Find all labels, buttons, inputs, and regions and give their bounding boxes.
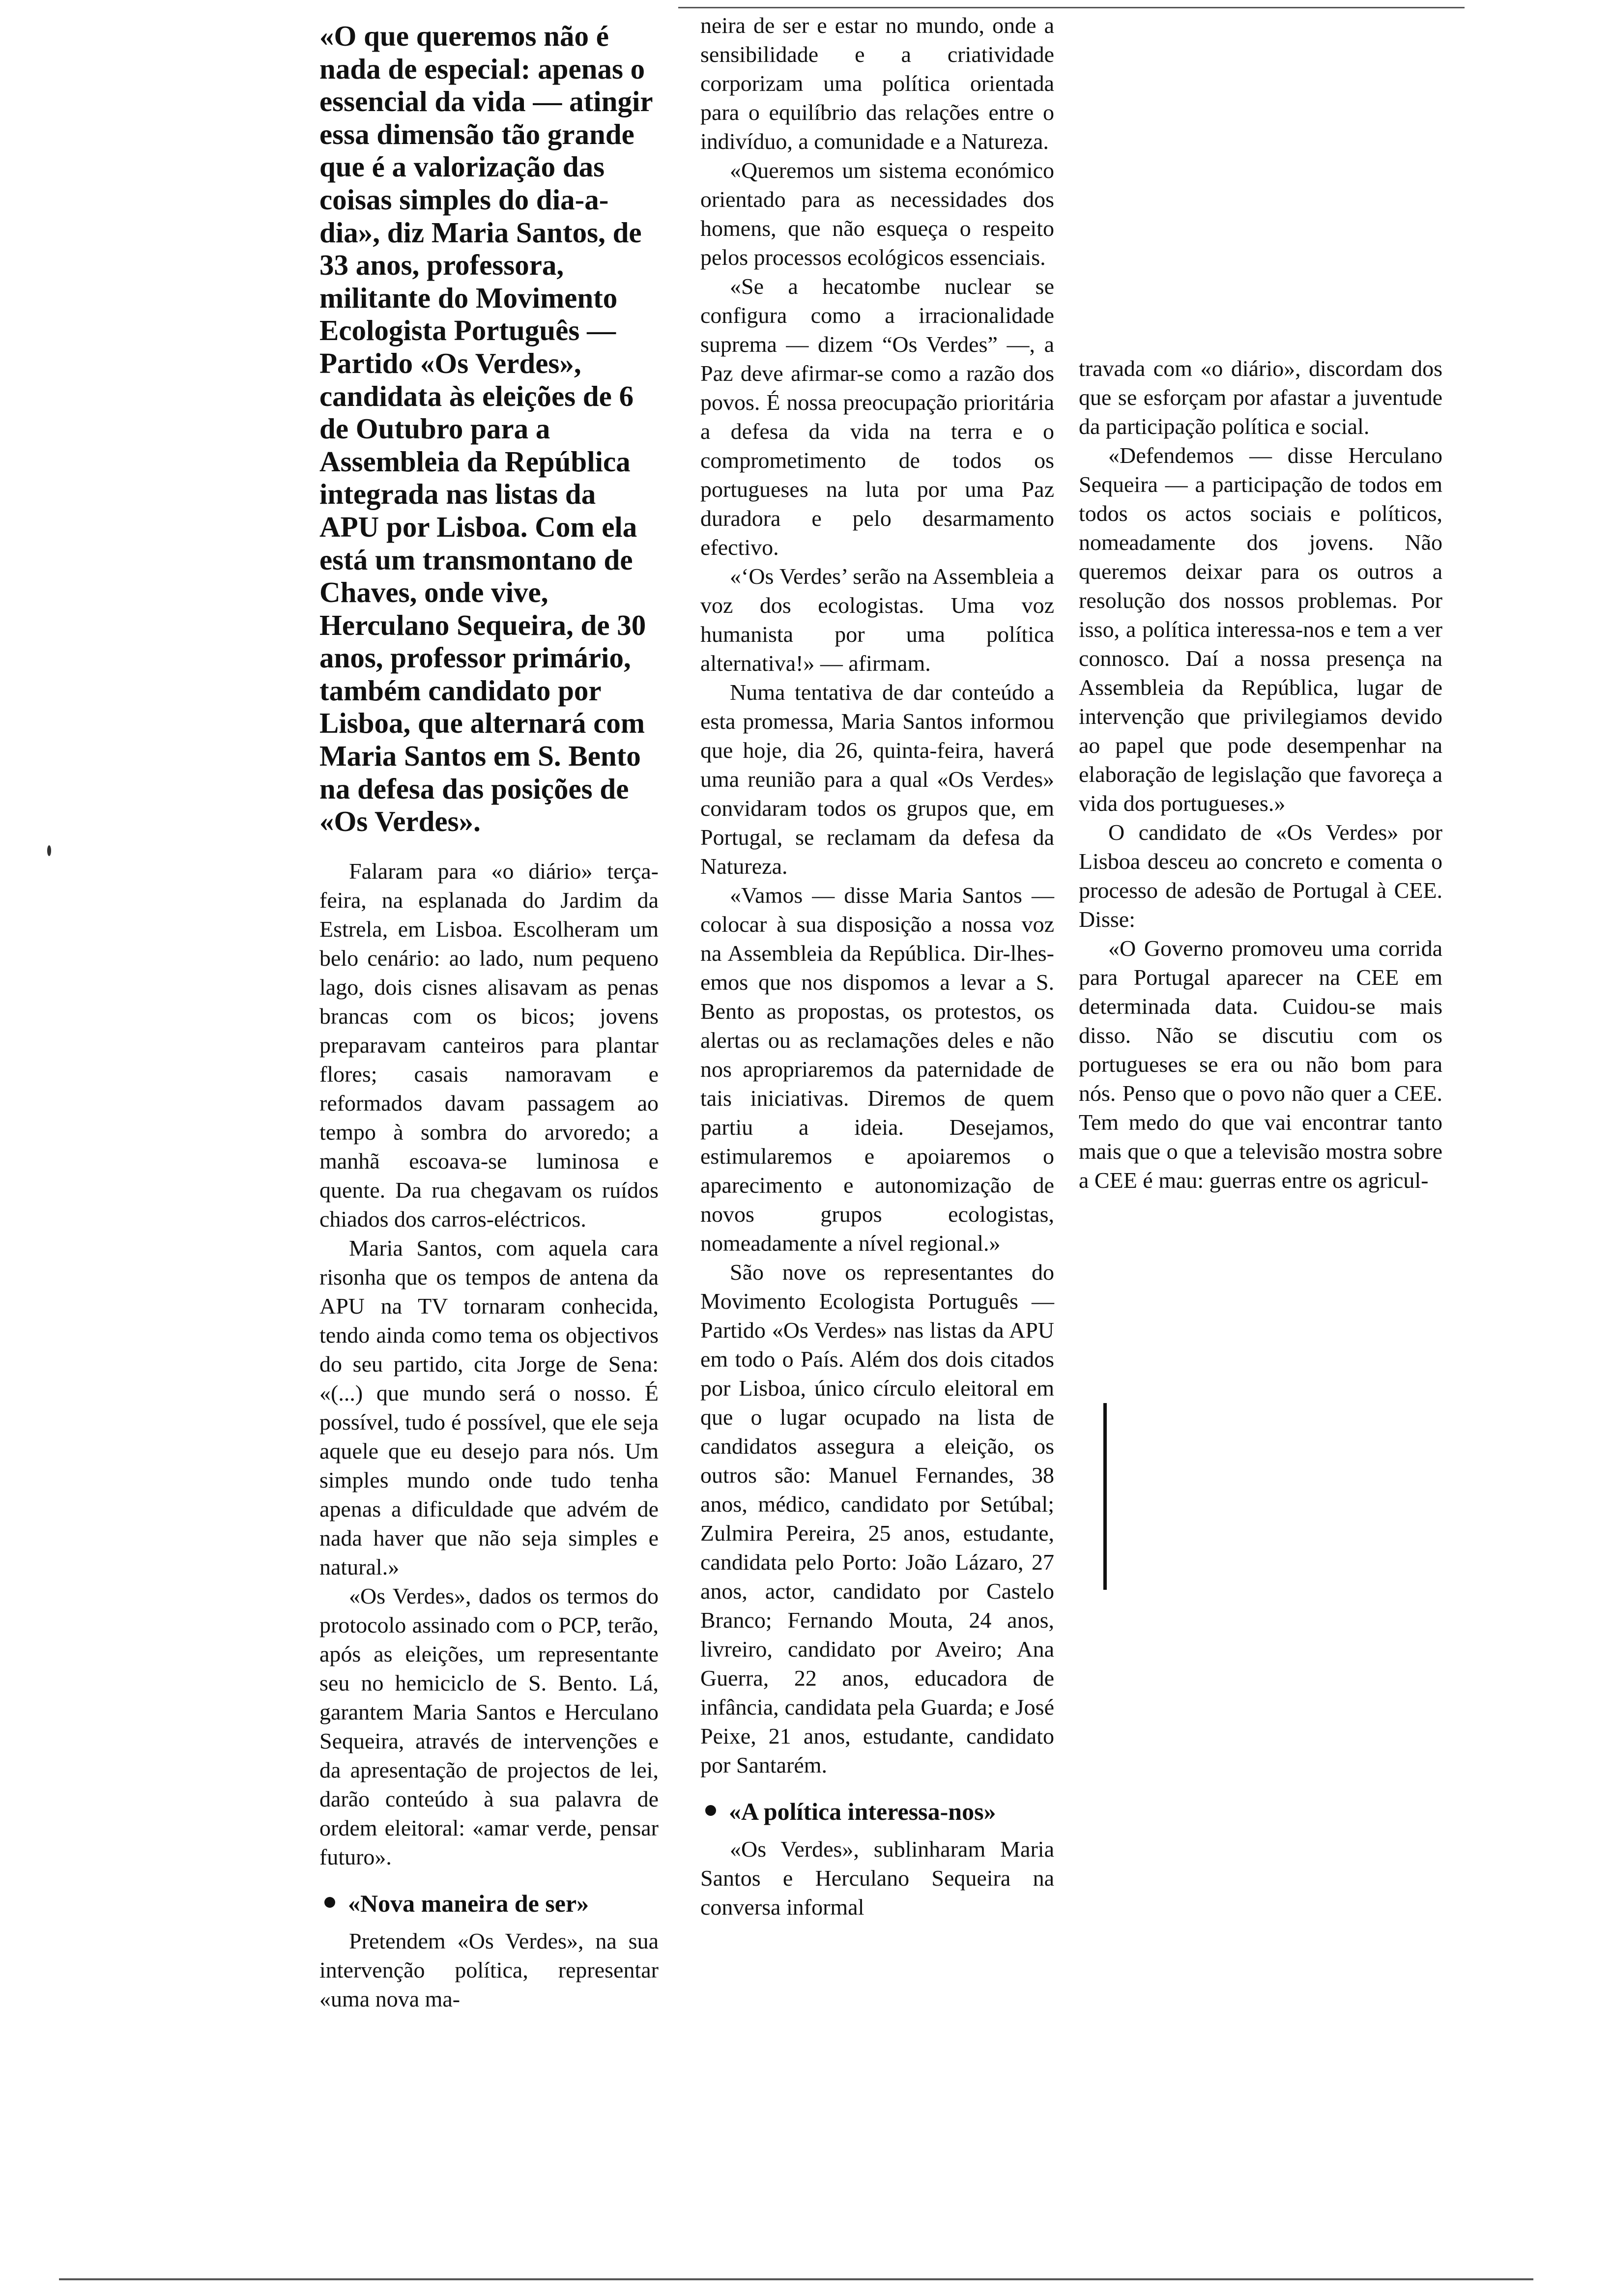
paragraph: O candidato de «Os Verdes» por Lisboa desceu ao concreto e comenta o processo de adesão de Portugal à CEE. Disse:: [1079, 820, 1442, 932]
column-1: [319, 20, 659, 2013]
paragraph: Maria Santos, com aquela cara risonha que os tempos de antena da APU na TV tornaram conhecida, tendo ainda como tema os objectivos do seu partido, cita Jorge de Sena: «(...) que mundo será o nosso. É possível, tudo é possível, que ele seja aquele que eu desejo para nós. Um simples mundo onde tudo tenha apenas a dificuldade que advém de nada haver que não seja simples e natural.»: [319, 1235, 659, 1579]
paragraph: «Vamos — disse Maria Santos — colocar à sua disposição a nossa voz na Assembleia da República. Dir-lhes-emos que nos dispomos a levar a S. Bento as propostas, os protestos, os alertas ou as reclamações deles e não nos apropriaremos da paternidade de tais iniciativas. Diremos de quem partiu a ideia. Desejamos, estimularemos e apoiaremos o aparecimento e autonomização de novos grupos ecologistas, nomeadamente a nível regional.»: [700, 883, 1054, 1256]
paragraph: «‘Os Verdes’ serão na Assembleia a voz dos ecologistas. Uma voz humanista por uma política alternativa!» — afirmam.: [700, 564, 1054, 676]
paragraph: «Se a hecatombe nuclear se configura como a irracionalidade suprema — dizem “Os Verdes” —, a Paz deve afirmar-se como a razão dos povos. É nossa preocupação prioritária a defesa da vida na terra e o comprometimento de todos os portugueses na luta por uma Paz duradora e pelo desarmamento efectivo.: [700, 274, 1054, 560]
subheading-text: «A política interessa-nos»: [729, 1798, 996, 1825]
paragraph: «Os Verdes», sublinharam Maria Santos e Herculano Sequeira na conversa informal: [700, 1837, 1054, 1920]
paragraph: Pretendem «Os Verdes», na sua intervenção política, representar «uma nova ma-: [319, 1928, 659, 2011]
paragraph: Falaram para «o diário» terça-feira, na esplanada do Jardim da Estrela, em Lisboa. Escolheram um belo cenário: ao lado, num pequeno lago, dois cisnes alisavam as penas brancas com os bicos; jovens preparavam canteiros para plantar flores; casais namoravam e reformados davam passagem ao tempo à sombra do arvoredo; a manhã escoava-se luminosa e quente. Da rua chegavam os ruídos chiados dos carros-eléctricos.: [319, 858, 659, 1232]
paragraph: São nove os representantes do Movimento Ecologista Português — Partido «Os Verdes» nas listas da APU em todo o País. Além dos dois citados por Lisboa, único círculo eleitoral em que o lugar ocupado na lista de candidatos assegura a eleição, os outros são: Manuel Fernandes, 38 anos, médico, candidato por Setúbal; Zulmira Pereira, 25 anos, estudante, candidata pelo Porto: João Lázaro, 27 anos, actor, candidato por Castelo Branco; Fernando Mouta, 24 anos, livreiro, candidato por Aveiro; Ana Guerra, 22 anos, educadora de infância, candidata pela Guarda; e José Peixe, 21 anos, estudante, candidato por Santarém.: [700, 1260, 1054, 1778]
column-2: [700, 11, 1054, 1922]
bullet-icon: [324, 1897, 335, 1908]
bullet-icon: [705, 1805, 716, 1816]
column-marker-bar: [1103, 1403, 1107, 1590]
subheading: [319, 1888, 659, 1919]
paragraph: travada com «o diário», discordam dos que se esforçam por afastar a juventude da participação política e social.: [1079, 356, 1442, 439]
scan-speck: [47, 845, 51, 856]
paragraph: Numa tentativa de dar conteúdo a esta promessa, Maria Santos informou que hoje, dia 26, quinta-feira, haverá uma reunião para a qual «Os Verdes» convidaram todos os grupos que, em Portugal, se reclamam da defesa da Natureza.: [700, 680, 1054, 879]
paragraph: «O Governo promoveu uma corrida para Portugal aparecer na CEE em determinada data. Cuidou-se mais disso. Não se discutiu com os portugueses se era ou não bom para nós. Penso que o povo não quer a CEE. Tem medo do que vai encontrar tanto mais que o que a televisão mostra sobre a CEE é mau: guerras entre os agricul-: [1079, 936, 1442, 1193]
subheading-text: «Nova maneira de ser»: [348, 1889, 589, 1917]
subheading: [700, 1796, 1054, 1827]
bottom-rule: [59, 2278, 1533, 2280]
top-rule: [678, 7, 1465, 8]
column-3: [1079, 354, 1442, 1195]
paragraph: «Defendemos — disse Herculano Sequeira — a participação de todos em todos os actos sociais e políticos, nomeadamente dos jovens. Não queremos deixar para os outros a resolução dos nossos problemas. Por isso, a política interessa-nos e tem a ver connosco. Daí a nossa presença na Assembleia da República, lugar de intervenção que privilegiamos devido ao papel que pode desempenhar na elaboração de legislação que favoreça a vida dos portugueses.»: [1079, 443, 1442, 816]
article-lead: «O que queremos não é nada de especial: apenas o essencial da vida — atingir essa dimensão tão grande que é a valorização das coisas simples do dia-a-dia», diz Maria Santos, de 33 anos, professora, militante do Movimento Ecologista Português — Partido «Os Verdes», candidata às eleições de 6 de Outubro para a Assembleia da República integrada nas listas da APU por Lisboa. Com ela está um transmontano de Chaves, onde vive, Herculano Sequeira, de 30 anos, professor primário, também candidato por Lisboa, que alternará com Maria Santos em S. Bento na defesa das posições de «Os Verdes».: [319, 20, 653, 838]
paragraph: «Os Verdes», dados os termos do protocolo assinado com o PCP, terão, após as eleições, um representante seu no hemiciclo de S. Bento. Lá, garantem Maria Santos e Herculano Sequeira, através de intervenções e da apresentação de projectos de lei, darão conteúdo à sua palavra de ordem eleitoral: «amar verde, pensar futuro».: [319, 1583, 659, 1869]
paragraph: neira de ser e estar no mundo, onde a sensibilidade e a criatividade corporizam uma política orientada para o equilíbrio das relações entre o indivíduo, a comunidade e a Natureza.: [700, 13, 1054, 154]
paragraph: «Queremos um sistema económico orientado para as necessidades dos homens, que não esqueça o respeito pelos processos ecológicos essenciais.: [700, 158, 1054, 270]
